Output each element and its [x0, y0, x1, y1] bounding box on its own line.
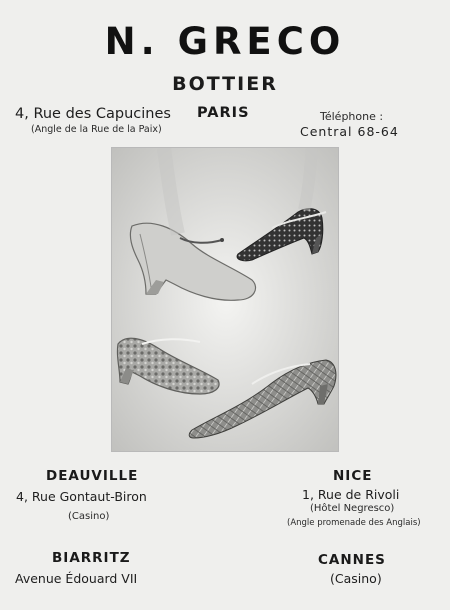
deauville-address: 4, Rue Gontaut-Biron: [16, 489, 147, 504]
deauville-note: (Casino): [68, 511, 110, 522]
shoes-drawing: [112, 148, 339, 452]
cannes-title: CANNES: [318, 552, 386, 568]
biarritz-address: Avenue Édouard VII: [15, 571, 138, 586]
nice-note: (Angle promenade des Anglais): [287, 518, 421, 528]
phone-number: Central 68-64: [300, 124, 399, 139]
nice-address: 1, Rue de Rivoli: [302, 487, 400, 502]
brand-title: N. GRECO: [104, 20, 346, 63]
cannes-note: (Casino): [330, 571, 382, 586]
paris-address-note: (Angle de la Rue de la Paix): [31, 124, 162, 135]
brand-subtitle: BOTTIER: [172, 73, 278, 95]
nice-title: NICE: [333, 468, 373, 484]
paris-city: PARIS: [197, 105, 250, 121]
phone-label: Téléphone :: [320, 110, 384, 123]
nice-hotel: (Hôtel Negresco): [310, 503, 395, 514]
biarritz-title: BIARRITZ: [52, 550, 131, 566]
shoe-illustration: [111, 147, 339, 452]
paris-address: 4, Rue des Capucines: [15, 106, 171, 122]
deauville-title: DEAUVILLE: [46, 468, 139, 484]
